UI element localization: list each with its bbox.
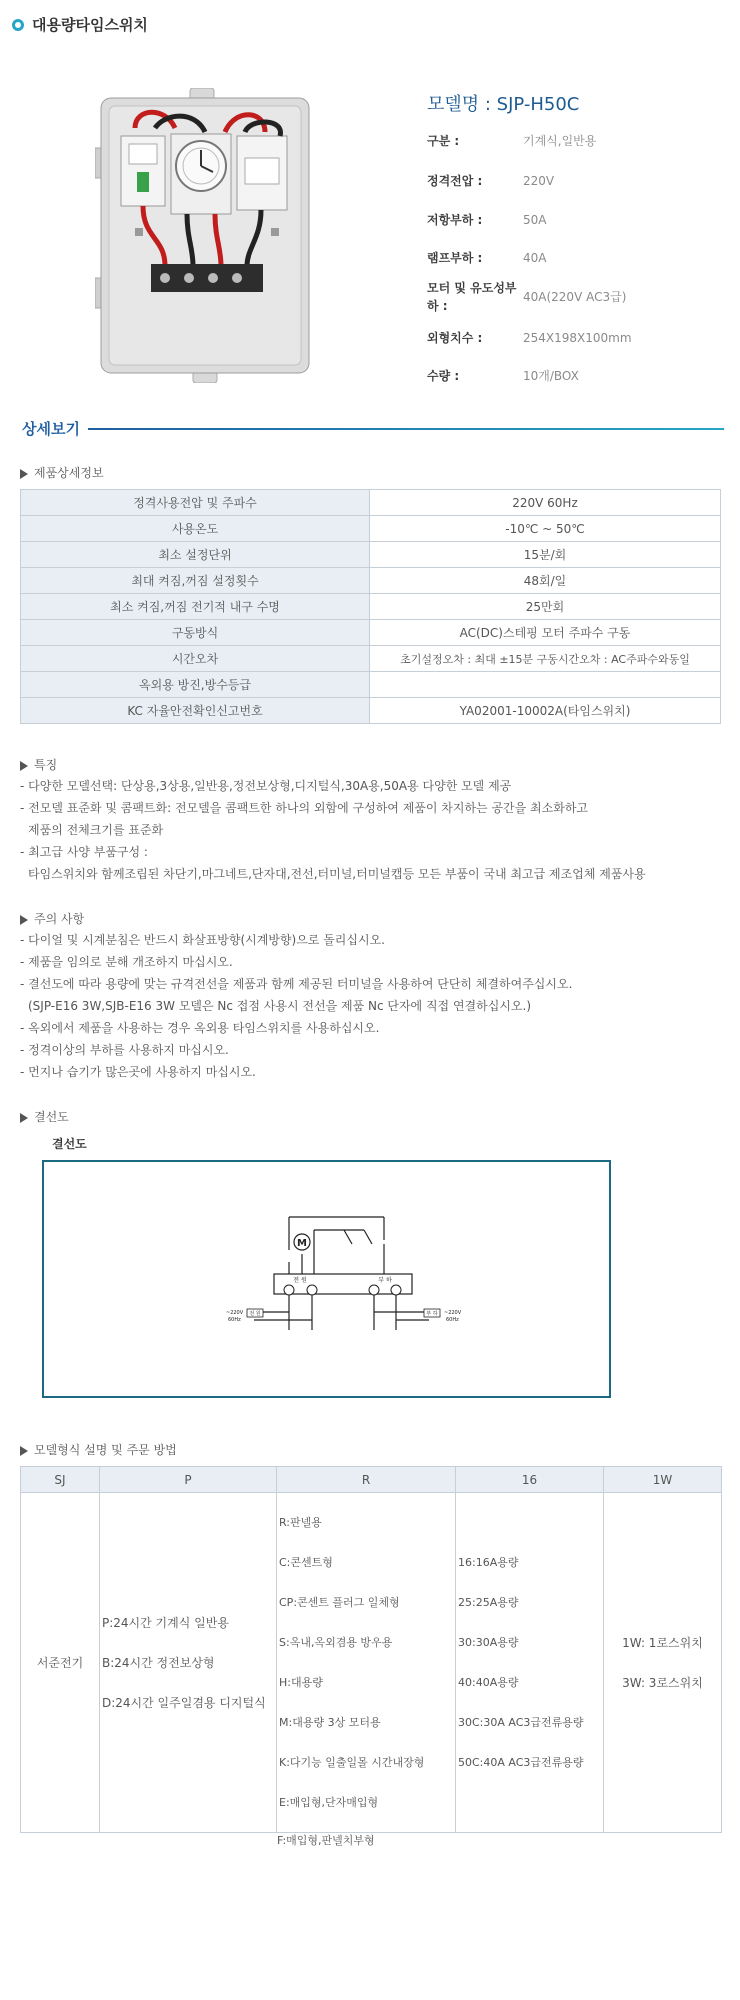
list-item: 타임스위치와 함께조립된 차단기,마그네트,단자대,전선,터미널,터미널캡등 모든 부품이 국내 최고급 제조업체 제품사용	[28, 867, 646, 881]
detail-heading-text: 상세보기	[22, 420, 80, 438]
table-label: 사용온도	[21, 516, 370, 542]
table-label: KC 자율안전확인신고번호	[21, 698, 370, 724]
r-option-last: F:매입형,판넬치부형	[277, 1834, 375, 1847]
spec-key: 구분 :	[427, 134, 460, 148]
spec-row	[427, 132, 596, 150]
spec-row	[427, 367, 579, 385]
block-label-left: 전 원	[293, 1277, 307, 1284]
table-value: 15분/회	[370, 542, 721, 568]
spec-value: 254X198X100mm	[523, 331, 632, 345]
triangle-bullet-icon	[20, 469, 28, 479]
list-item: - 제품을 임의로 분해 개조하지 마십시오.	[20, 955, 233, 969]
spec-value: 50A	[523, 213, 547, 227]
section-title-cautions	[20, 910, 84, 927]
supply-right: ~220V	[444, 1310, 462, 1316]
table-row	[21, 620, 721, 646]
column-header: R	[277, 1467, 456, 1493]
table-label: 최대 켜짐,꺼짐 설정횟수	[21, 568, 370, 594]
section-title-text: 결선도	[34, 1110, 69, 1124]
list-item: B:24시간 정전보상형	[102, 1655, 215, 1670]
detail-heading	[22, 418, 724, 439]
triangle-bullet-icon	[20, 1446, 28, 1456]
list-item: CP:콘센트 플러그 일체형	[279, 1595, 400, 1609]
list-item: - 최고급 사양 부품구성 :	[20, 845, 148, 859]
motor-label: M	[297, 1238, 307, 1249]
list-item: 16:16A용량	[458, 1555, 519, 1569]
spec-row	[427, 249, 546, 267]
spec-table	[20, 489, 721, 724]
section-title-wiring	[20, 1108, 69, 1125]
table-value: AC(DC)스테핑 모터 주파수 구동	[370, 620, 721, 646]
list-item: - 다양한 모델선택: 단상용,3상용,일반용,정전보상형,디지털식,30A용,50A용 다양한 모델 제공	[20, 779, 512, 793]
circuit-options-cell	[604, 1493, 722, 1833]
table-value: -10℃ ~ 50℃	[370, 516, 721, 542]
list-item: H:대용량	[279, 1675, 323, 1689]
spec-key: 수량 :	[427, 369, 460, 383]
model-name: 모델명 : SJP-H50C	[427, 94, 580, 115]
maker-cell: 서준전기	[21, 1493, 100, 1833]
spec-value: 40A	[523, 251, 547, 265]
spec-key: 저항부하 :	[427, 213, 483, 227]
table-label: 정격사용전압 및 주파수	[21, 490, 370, 516]
wiring-label: 결선도	[52, 1137, 87, 1151]
tag-right: 부 하	[426, 1311, 438, 1317]
order-table	[20, 1466, 722, 1833]
list-item: 30C:30A AC3급전류용량	[458, 1715, 584, 1729]
spec-key: 외형치수 :	[427, 331, 483, 345]
r-options-cell	[277, 1493, 456, 1833]
column-header: 1W	[604, 1467, 722, 1493]
list-item: - 결선도에 따라 용량에 맞는 규격전선을 제품과 함께 제공된 터미널을 사용하여 단단히 체결하여주십시오.	[20, 977, 573, 991]
list-item: 40:40A용량	[458, 1675, 519, 1689]
spec-value: 220V	[523, 174, 555, 188]
list-item: - 다이얼 및 시계분침은 반드시 화살표방향(시계방향)으로 돌리십시오.	[20, 933, 385, 947]
table-row	[21, 594, 721, 620]
page-title: 대용량타임스위치	[32, 16, 148, 34]
section-title-text: 특징	[34, 758, 58, 772]
list-item: - 정격이상의 부하를 사용하지 마십시오.	[20, 1043, 229, 1057]
table-label: 시간오차	[21, 646, 370, 672]
column-header: 16	[456, 1467, 604, 1493]
table-row	[21, 568, 721, 594]
wiring-diagram	[44, 1162, 609, 1396]
table-row	[21, 490, 721, 516]
table-row	[21, 516, 721, 542]
list-item: 25:25A용량	[458, 1595, 519, 1609]
section-title-text: 모델형식 설명 및 주문 방법	[34, 1443, 177, 1457]
spec-value: 40A(220V AC3급)	[523, 290, 627, 304]
features-list	[20, 775, 646, 885]
list-item: P:24시간 기계식 일반용	[102, 1615, 229, 1630]
product-photo	[95, 88, 315, 383]
list-item: - 옥외에서 제품을 사용하는 경우 옥외용 타임스위치를 사용하십시오.	[20, 1021, 380, 1035]
table-label: 최소 설정단위	[21, 542, 370, 568]
list-item: M:대용량 3상 모터용	[279, 1715, 381, 1729]
list-item: K:다기능 일출일몰 시간내장형	[279, 1755, 425, 1769]
table-label: 최소 켜짐,꺼짐 전기적 내구 수명	[21, 594, 370, 620]
spec-row	[427, 329, 632, 347]
table-value: 초기설정오차 : 최대 ±15분 구동시간오차 : AC주파수와동일	[370, 646, 721, 672]
spec-row	[427, 211, 546, 229]
table-value: 220V 60Hz	[370, 490, 721, 516]
list-item: 제품의 전체크기를 표준화	[28, 823, 164, 837]
list-item: S:옥내,옥외겸용 방우용	[279, 1635, 393, 1649]
block-label-right: 부 하	[378, 1277, 392, 1284]
supply-right-hz: 60Hz	[446, 1317, 459, 1323]
wiring-diagram-box	[42, 1160, 611, 1398]
list-item: C:콘센트형	[279, 1555, 333, 1569]
table-row	[21, 542, 721, 568]
supply-left: ~220V	[226, 1310, 244, 1316]
spec-value: 10개/BOX	[523, 369, 579, 383]
triangle-bullet-icon	[20, 915, 28, 925]
spec-key: 램프부하 :	[427, 251, 483, 265]
table-value: 25만회	[370, 594, 721, 620]
table-header-row	[21, 1467, 722, 1493]
list-item: D:24시간 일주일겸용 디지털식	[102, 1695, 266, 1710]
spec-key: 모터 및 유도성부하 :	[427, 281, 517, 313]
list-item: R:판넬용	[279, 1515, 322, 1529]
section-title-text: 제품상세정보	[34, 466, 104, 480]
table-value: 48회/일	[370, 568, 721, 594]
heading-rule	[88, 428, 724, 430]
list-item: - 전모델 표준화 및 콤팩트화: 전모델을 콤팩트한 하나의 외함에 구성하여 제품이 차지하는 공간을 최소화하고	[20, 801, 589, 815]
table-row	[21, 1493, 722, 1833]
list-item: 3W: 3로스위치	[622, 1675, 703, 1690]
triangle-bullet-icon	[20, 761, 28, 771]
section-title-text: 주의 사항	[34, 912, 85, 926]
circle-bullet-icon	[12, 19, 24, 31]
spec-row	[427, 172, 554, 190]
section-title-specs	[20, 464, 104, 481]
list-item: 30:30A용량	[458, 1635, 519, 1649]
p-options-cell	[100, 1493, 277, 1833]
tag-left: 전 원	[249, 1311, 261, 1317]
supply-left-hz: 60Hz	[228, 1317, 241, 1323]
list-item: E:매입형,단자매입형	[279, 1795, 379, 1809]
section-title-order	[20, 1441, 177, 1458]
spec-key: 정격전압 :	[427, 174, 483, 188]
list-item: - 먼지나 습기가 많은곳에 사용하지 마십시오.	[20, 1065, 256, 1079]
cautions-list	[20, 929, 572, 1083]
table-value	[370, 672, 721, 698]
list-item: 50C:40A AC3급전류용량	[458, 1755, 584, 1769]
list-item: (SJP-E16 3W,SJB-E16 3W 모델은 Nc 접점 사용시 전선을 제품 Nc 단자에 직접 연결하십시오.)	[28, 999, 532, 1013]
table-row	[21, 698, 721, 724]
table-label: 옥외용 방진,방수등급	[21, 672, 370, 698]
section-title-features	[20, 756, 57, 773]
table-label: 구동방식	[21, 620, 370, 646]
capacity-options-cell	[456, 1493, 604, 1833]
spec-value: 기계식,일반용	[523, 134, 597, 148]
column-header: SJ	[21, 1467, 100, 1493]
table-value: YA02001-10002A(타임스위치)	[370, 698, 721, 724]
spec-row	[427, 279, 626, 315]
list-item: 1W: 1로스위치	[622, 1635, 703, 1650]
page-header	[12, 14, 148, 35]
table-row	[21, 672, 721, 698]
triangle-bullet-icon	[20, 1113, 28, 1123]
column-header: P	[100, 1467, 277, 1493]
table-row	[21, 646, 721, 672]
